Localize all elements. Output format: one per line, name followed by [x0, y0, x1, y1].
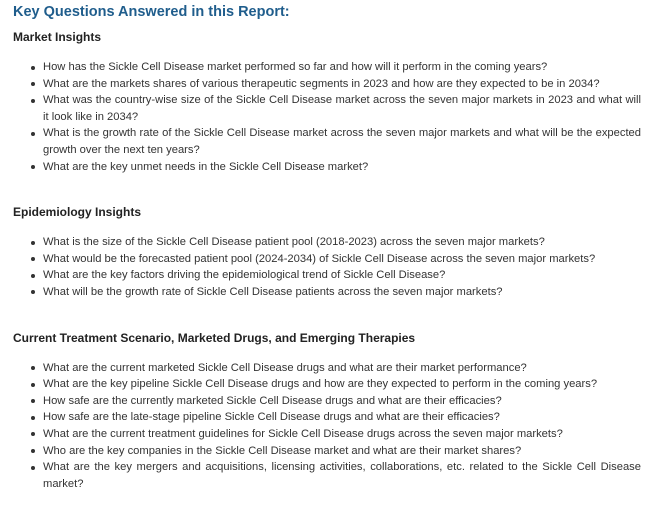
list-item: What are the markets shares of various therapeutic segments in 2023 and how are they expected to be in 2034?: [43, 76, 641, 93]
page-title: Key Questions Answered in this Report:: [13, 4, 290, 20]
list-item: Who are the key companies in the Sickle Cell Disease market and what are their market shares?: [43, 443, 641, 460]
list-item: How safe are the late-stage pipeline Sickle Cell Disease drugs and what are their efficacies?: [43, 409, 641, 426]
section-heading-epidemiology-insights: Epidemiology Insights: [13, 205, 142, 220]
section-heading-treatment-scenario: Current Treatment Scenario, Marketed Drugs, and Emerging Therapies: [13, 330, 416, 345]
list-item: What are the current treatment guidelines for Sickle Cell Disease drugs across the seven major markets?: [43, 426, 641, 443]
treatment-question-list: [13, 360, 641, 493]
list-item: What will be the growth rate of Sickle Cell Disease patients across the seven major markets?: [43, 284, 641, 301]
epidemiology-question-list: [13, 234, 641, 300]
list-item: What is the growth rate of the Sickle Cell Disease market across the seven major markets and what will be the expected growth over the next ten years?: [43, 125, 641, 158]
list-item: How has the Sickle Cell Disease market performed so far and how will it perform in the coming years?: [43, 59, 641, 76]
list-item: What are the key unmet needs in the Sickle Cell Disease market?: [43, 159, 641, 176]
list-item: What was the country-wise size of the Sickle Cell Disease market across the seven major markets in 2023 and what will it look like in 2034?: [43, 92, 641, 125]
list-item: What is the size of the Sickle Cell Disease patient pool (2018-2023) across the seven major markets?: [43, 234, 641, 251]
list-item: What are the key mergers and acquisitions, licensing activities, collaborations, etc. related to the Sickle Cell Disease market?: [43, 459, 641, 492]
list-item: What are the current marketed Sickle Cell Disease drugs and what are their market performance?: [43, 360, 641, 377]
list-item: What would be the forecasted patient pool (2024-2034) of Sickle Cell Disease across the seven major markets?: [43, 251, 641, 268]
list-item: What are the key pipeline Sickle Cell Disease drugs and how are they expected to perform in the coming years?: [43, 376, 641, 393]
list-item: How safe are the currently marketed Sickle Cell Disease drugs and what are their efficacies?: [43, 393, 641, 410]
market-insights-question-list: [13, 59, 641, 175]
section-heading-market-insights: Market Insights: [13, 30, 102, 44]
list-item: What are the key factors driving the epidemiological trend of Sickle Cell Disease?: [43, 267, 641, 284]
